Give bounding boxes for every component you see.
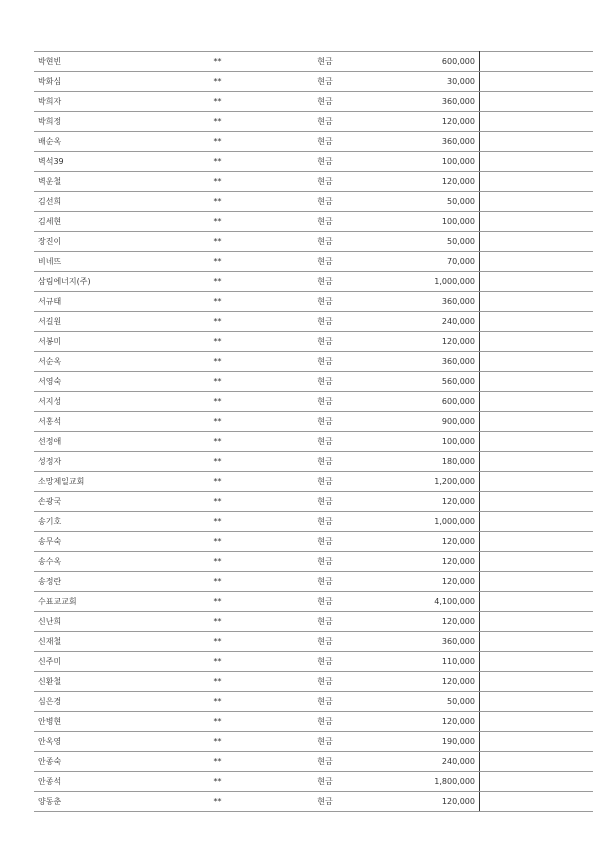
memo-cell [480, 532, 594, 552]
masked-id-cell: ** [162, 212, 273, 232]
payment-type-cell: 현금 [273, 172, 377, 192]
memo-cell [480, 232, 594, 252]
donor-name-cell: 서영숙 [34, 372, 162, 392]
table-row [34, 372, 593, 392]
payment-type-cell: 현금 [273, 292, 377, 312]
masked-id-cell: ** [162, 312, 273, 332]
donor-name-cell: 소망제일교회 [34, 472, 162, 492]
donor-name-cell: 성정자 [34, 452, 162, 472]
table-row [34, 412, 593, 432]
amount-cell: 50,000 [377, 692, 480, 712]
memo-cell [480, 212, 594, 232]
amount-cell: 120,000 [377, 672, 480, 692]
masked-id-cell: ** [162, 252, 273, 272]
masked-id-cell: ** [162, 112, 273, 132]
memo-cell [480, 552, 594, 572]
masked-id-cell: ** [162, 292, 273, 312]
payment-type-cell: 현금 [273, 392, 377, 412]
donor-name-cell: 심은경 [34, 692, 162, 712]
amount-cell: 240,000 [377, 312, 480, 332]
memo-cell [480, 272, 594, 292]
payment-type-cell: 현금 [273, 692, 377, 712]
payment-type-cell: 현금 [273, 652, 377, 672]
masked-id-cell: ** [162, 772, 273, 792]
payment-type-cell: 현금 [273, 552, 377, 572]
donor-name-cell: 신환철 [34, 672, 162, 692]
payment-type-cell: 현금 [273, 72, 377, 92]
amount-cell: 1,200,000 [377, 472, 480, 492]
masked-id-cell: ** [162, 492, 273, 512]
donor-name-cell: 벽운철 [34, 172, 162, 192]
donor-name-cell: 안병현 [34, 712, 162, 732]
amount-cell: 100,000 [377, 152, 480, 172]
table-row [34, 632, 593, 652]
donor-name-cell: 배순옥 [34, 132, 162, 152]
amount-cell: 50,000 [377, 232, 480, 252]
payment-type-cell: 현금 [273, 372, 377, 392]
masked-id-cell: ** [162, 332, 273, 352]
amount-cell: 190,000 [377, 732, 480, 752]
masked-id-cell: ** [162, 172, 273, 192]
masked-id-cell: ** [162, 432, 273, 452]
table-row [34, 492, 593, 512]
payment-type-cell: 현금 [273, 152, 377, 172]
amount-cell: 70,000 [377, 252, 480, 272]
masked-id-cell: ** [162, 412, 273, 432]
masked-id-cell: ** [162, 352, 273, 372]
donor-name-cell: 신난희 [34, 612, 162, 632]
amount-cell: 120,000 [377, 612, 480, 632]
payment-type-cell: 현금 [273, 752, 377, 772]
donor-name-cell: 삼림에너지(주) [34, 272, 162, 292]
payment-type-cell: 현금 [273, 232, 377, 252]
payment-type-cell: 현금 [273, 792, 377, 812]
memo-cell [480, 72, 594, 92]
table-row [34, 792, 593, 812]
masked-id-cell: ** [162, 572, 273, 592]
donor-name-cell: 서지성 [34, 392, 162, 412]
memo-cell [480, 452, 594, 472]
payment-type-cell: 현금 [273, 112, 377, 132]
donor-name-cell: 양동춘 [34, 792, 162, 812]
table-row [34, 752, 593, 772]
payment-type-cell: 현금 [273, 52, 377, 72]
amount-cell: 1,000,000 [377, 512, 480, 532]
table-row [34, 112, 593, 132]
memo-cell [480, 732, 594, 752]
donation-ledger-table [34, 51, 593, 812]
table-row [34, 72, 593, 92]
memo-cell [480, 492, 594, 512]
ledger-body [34, 52, 593, 812]
memo-cell [480, 772, 594, 792]
memo-cell [480, 172, 594, 192]
memo-cell [480, 392, 594, 412]
masked-id-cell: ** [162, 392, 273, 412]
table-row [34, 352, 593, 372]
donor-name-cell: 장진이 [34, 232, 162, 252]
memo-cell [480, 192, 594, 212]
table-row [34, 592, 593, 612]
donor-name-cell: 송정란 [34, 572, 162, 592]
amount-cell: 360,000 [377, 292, 480, 312]
masked-id-cell: ** [162, 232, 273, 252]
masked-id-cell: ** [162, 52, 273, 72]
donor-name-cell: 송무숙 [34, 532, 162, 552]
amount-cell: 120,000 [377, 572, 480, 592]
amount-cell: 120,000 [377, 792, 480, 812]
memo-cell [480, 332, 594, 352]
memo-cell [480, 692, 594, 712]
table-row [34, 452, 593, 472]
donor-name-cell: 서길원 [34, 312, 162, 332]
masked-id-cell: ** [162, 612, 273, 632]
payment-type-cell: 현금 [273, 252, 377, 272]
masked-id-cell: ** [162, 592, 273, 612]
memo-cell [480, 672, 594, 692]
donor-name-cell: 서순옥 [34, 352, 162, 372]
memo-cell [480, 412, 594, 432]
table-row [34, 152, 593, 172]
payment-type-cell: 현금 [273, 532, 377, 552]
donor-name-cell: 박희자 [34, 92, 162, 112]
table-row [34, 472, 593, 492]
table-row [34, 552, 593, 572]
table-row [34, 392, 593, 412]
memo-cell [480, 712, 594, 732]
masked-id-cell: ** [162, 712, 273, 732]
donor-name-cell: 안종석 [34, 772, 162, 792]
payment-type-cell: 현금 [273, 732, 377, 752]
table-row [34, 292, 593, 312]
donor-name-cell: 수표교교회 [34, 592, 162, 612]
amount-cell: 120,000 [377, 172, 480, 192]
memo-cell [480, 512, 594, 532]
payment-type-cell: 현금 [273, 332, 377, 352]
table-row [34, 192, 593, 212]
table-row [34, 132, 593, 152]
amount-cell: 1,000,000 [377, 272, 480, 292]
donor-name-cell: 비네뜨 [34, 252, 162, 272]
amount-cell: 360,000 [377, 132, 480, 152]
amount-cell: 120,000 [377, 332, 480, 352]
table-row [34, 652, 593, 672]
table-row [34, 532, 593, 552]
donor-name-cell: 신재철 [34, 632, 162, 652]
memo-cell [480, 292, 594, 312]
masked-id-cell: ** [162, 92, 273, 112]
payment-type-cell: 현금 [273, 472, 377, 492]
amount-cell: 100,000 [377, 212, 480, 232]
memo-cell [480, 432, 594, 452]
amount-cell: 900,000 [377, 412, 480, 432]
payment-type-cell: 현금 [273, 312, 377, 332]
payment-type-cell: 현금 [273, 352, 377, 372]
table-row [34, 692, 593, 712]
memo-cell [480, 112, 594, 132]
donor-name-cell: 안옥영 [34, 732, 162, 752]
amount-cell: 120,000 [377, 552, 480, 572]
masked-id-cell: ** [162, 692, 273, 712]
payment-type-cell: 현금 [273, 712, 377, 732]
memo-cell [480, 472, 594, 492]
donor-name-cell: 박화심 [34, 72, 162, 92]
masked-id-cell: ** [162, 372, 273, 392]
table-row [34, 312, 593, 332]
table-row [34, 232, 593, 252]
donor-name-cell: 서규태 [34, 292, 162, 312]
amount-cell: 50,000 [377, 192, 480, 212]
donor-name-cell: 선정애 [34, 432, 162, 452]
table-row [34, 212, 593, 232]
memo-cell [480, 652, 594, 672]
table-row [34, 172, 593, 192]
masked-id-cell: ** [162, 792, 273, 812]
amount-cell: 360,000 [377, 92, 480, 112]
amount-cell: 1,800,000 [377, 772, 480, 792]
amount-cell: 180,000 [377, 452, 480, 472]
masked-id-cell: ** [162, 632, 273, 652]
donor-name-cell: 벽석39 [34, 152, 162, 172]
payment-type-cell: 현금 [273, 92, 377, 112]
memo-cell [480, 592, 594, 612]
amount-cell: 110,000 [377, 652, 480, 672]
amount-cell: 120,000 [377, 492, 480, 512]
amount-cell: 4,100,000 [377, 592, 480, 612]
payment-type-cell: 현금 [273, 612, 377, 632]
payment-type-cell: 현금 [273, 592, 377, 612]
masked-id-cell: ** [162, 512, 273, 532]
table-row [34, 572, 593, 592]
table-row [34, 252, 593, 272]
masked-id-cell: ** [162, 552, 273, 572]
payment-type-cell: 현금 [273, 412, 377, 432]
table-row [34, 52, 593, 72]
table-row [34, 612, 593, 632]
amount-cell: 30,000 [377, 72, 480, 92]
donor-name-cell: 안종숙 [34, 752, 162, 772]
memo-cell [480, 372, 594, 392]
payment-type-cell: 현금 [273, 132, 377, 152]
donor-name-cell: 박희정 [34, 112, 162, 132]
memo-cell [480, 752, 594, 772]
amount-cell: 360,000 [377, 632, 480, 652]
memo-cell [480, 572, 594, 592]
payment-type-cell: 현금 [273, 432, 377, 452]
masked-id-cell: ** [162, 132, 273, 152]
donor-name-cell: 신주미 [34, 652, 162, 672]
masked-id-cell: ** [162, 532, 273, 552]
donor-name-cell: 서홍석 [34, 412, 162, 432]
memo-cell [480, 612, 594, 632]
payment-type-cell: 현금 [273, 452, 377, 472]
donor-name-cell: 손광국 [34, 492, 162, 512]
table-row [34, 512, 593, 532]
masked-id-cell: ** [162, 672, 273, 692]
payment-type-cell: 현금 [273, 492, 377, 512]
memo-cell [480, 152, 594, 172]
amount-cell: 560,000 [377, 372, 480, 392]
memo-cell [480, 52, 594, 72]
donor-name-cell: 김세현 [34, 212, 162, 232]
table-row [34, 432, 593, 452]
table-row [34, 272, 593, 292]
payment-type-cell: 현금 [273, 512, 377, 532]
masked-id-cell: ** [162, 652, 273, 672]
amount-cell: 360,000 [377, 352, 480, 372]
amount-cell: 100,000 [377, 432, 480, 452]
memo-cell [480, 92, 594, 112]
amount-cell: 600,000 [377, 392, 480, 412]
table-row [34, 732, 593, 752]
table-row [34, 672, 593, 692]
memo-cell [480, 632, 594, 652]
donor-name-cell: 서봉미 [34, 332, 162, 352]
payment-type-cell: 현금 [273, 672, 377, 692]
masked-id-cell: ** [162, 152, 273, 172]
table-row [34, 92, 593, 112]
amount-cell: 120,000 [377, 532, 480, 552]
amount-cell: 600,000 [377, 52, 480, 72]
donor-name-cell: 박현빈 [34, 52, 162, 72]
payment-type-cell: 현금 [273, 572, 377, 592]
memo-cell [480, 352, 594, 372]
memo-cell [480, 312, 594, 332]
table-row [34, 712, 593, 732]
memo-cell [480, 252, 594, 272]
masked-id-cell: ** [162, 732, 273, 752]
payment-type-cell: 현금 [273, 772, 377, 792]
masked-id-cell: ** [162, 72, 273, 92]
payment-type-cell: 현금 [273, 192, 377, 212]
masked-id-cell: ** [162, 452, 273, 472]
donor-name-cell: 송수옥 [34, 552, 162, 572]
donor-name-cell: 송기호 [34, 512, 162, 532]
masked-id-cell: ** [162, 752, 273, 772]
amount-cell: 120,000 [377, 112, 480, 132]
donor-name-cell: 김선희 [34, 192, 162, 212]
table-row [34, 772, 593, 792]
amount-cell: 120,000 [377, 712, 480, 732]
payment-type-cell: 현금 [273, 272, 377, 292]
memo-cell [480, 792, 594, 812]
memo-cell [480, 132, 594, 152]
masked-id-cell: ** [162, 472, 273, 492]
masked-id-cell: ** [162, 192, 273, 212]
table-row [34, 332, 593, 352]
amount-cell: 240,000 [377, 752, 480, 772]
payment-type-cell: 현금 [273, 212, 377, 232]
masked-id-cell: ** [162, 272, 273, 292]
payment-type-cell: 현금 [273, 632, 377, 652]
